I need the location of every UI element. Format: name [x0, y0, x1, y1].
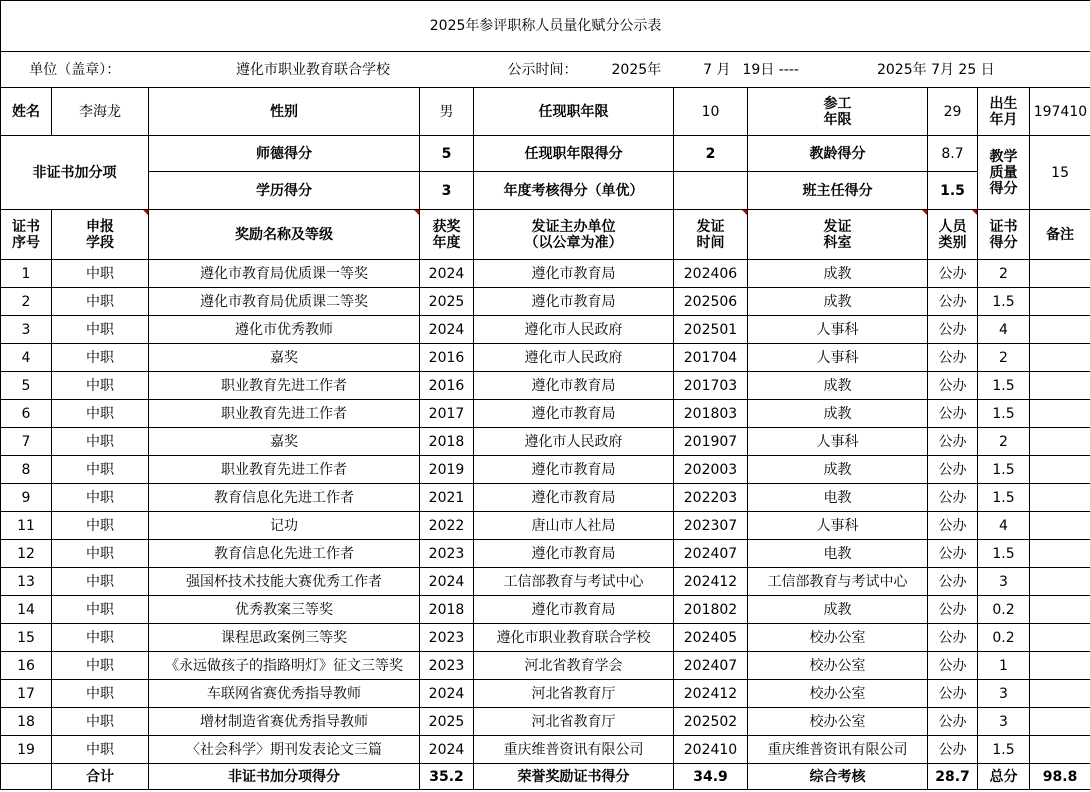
cell-year: 2023	[420, 624, 474, 652]
col-header-stage: 申报 学段	[52, 210, 149, 260]
cell-award: 职业教育先进工作者	[149, 372, 420, 400]
cell-year: 2018	[420, 596, 474, 624]
column-header-row	[1, 210, 1090, 260]
cell-award: 强国杯技术技能大赛优秀工作者	[149, 568, 420, 596]
col-header-issuer: 发证主办单位 （以公章为准）	[474, 210, 674, 260]
cell-dept: 成教	[748, 288, 928, 316]
annual-label: 年度考核得分（单优）	[474, 172, 674, 210]
cell-date: 202412	[674, 680, 748, 708]
cell-no: 18	[1, 708, 52, 736]
table-row	[1, 288, 1090, 316]
cell-no: 11	[1, 512, 52, 540]
cell-issuer: 遵化市教育局	[474, 400, 674, 428]
gender-value: 男	[420, 88, 474, 136]
head-teacher-label: 班主任得分	[748, 172, 928, 210]
table-row	[1, 400, 1090, 428]
cell-date: 202003	[674, 456, 748, 484]
cell-dept: 电教	[748, 484, 928, 512]
cell-type: 公办	[928, 260, 978, 288]
end-date: 2025年 7月 25 日	[876, 61, 995, 78]
table-row	[1, 680, 1090, 708]
seniority-label: 教龄得分	[748, 136, 928, 172]
cell-note	[1030, 708, 1090, 736]
publish-time	[474, 52, 1090, 88]
cell-date: 202501	[674, 316, 748, 344]
cell-type: 公办	[928, 596, 978, 624]
cell-stage: 中职	[52, 652, 149, 680]
cell-dept: 成教	[748, 372, 928, 400]
cell-issuer: 唐山市人社局	[474, 512, 674, 540]
cell-issuer: 遵化市教育局	[474, 288, 674, 316]
cell-no: 3	[1, 316, 52, 344]
cell-date: 201803	[674, 400, 748, 428]
table-row	[1, 736, 1090, 764]
cell-award: 记功	[149, 512, 420, 540]
cell-award: 《永远做孩子的指路明灯》征文三等奖	[149, 652, 420, 680]
cell-note	[1030, 512, 1090, 540]
cell-year: 2025	[420, 288, 474, 316]
cell-score: 2	[978, 260, 1030, 288]
cell-score: 3	[978, 708, 1030, 736]
cell-award: 教育信息化先进工作者	[149, 484, 420, 512]
totals-spacer	[1, 764, 52, 790]
cell-note	[1030, 344, 1090, 372]
non-cert-section-label: 非证书加分项	[1, 136, 149, 210]
table-row	[1, 708, 1090, 736]
cell-stage: 中职	[52, 568, 149, 596]
cell-note	[1030, 456, 1090, 484]
cell-score: 4	[978, 316, 1030, 344]
annual-value	[674, 172, 748, 210]
start-month: 7 月	[703, 61, 731, 78]
cell-note	[1030, 288, 1090, 316]
seniority-value: 8.7	[928, 136, 978, 172]
cell-issuer: 遵化市教育局	[474, 596, 674, 624]
cell-dept: 成教	[748, 400, 928, 428]
col-header-award: 奖励名称及等级	[149, 210, 420, 260]
cell-stage: 中职	[52, 512, 149, 540]
start-day: 19日 ----	[742, 61, 799, 78]
unit-value: 遵化市职业教育联合学校	[149, 52, 474, 88]
cell-issuer: 遵化市职业教育联合学校	[474, 624, 674, 652]
person-row	[1, 88, 1090, 136]
cell-note	[1030, 372, 1090, 400]
cell-score: 4	[978, 512, 1030, 540]
cell-issuer: 遵化市人民政府	[474, 344, 674, 372]
cell-year: 2024	[420, 680, 474, 708]
cell-no: 19	[1, 736, 52, 764]
cell-note	[1030, 736, 1090, 764]
col-header-score: 证书 得分	[978, 210, 1030, 260]
cell-no: 13	[1, 568, 52, 596]
gender-label: 性别	[149, 88, 420, 136]
honor-total-value: 34.9	[674, 764, 748, 790]
cell-dept: 成教	[748, 596, 928, 624]
cell-date: 202502	[674, 708, 748, 736]
cell-note	[1030, 652, 1090, 680]
cell-note	[1030, 680, 1090, 708]
col-header-dept: 发证 科室	[748, 210, 928, 260]
cell-dept: 成教	[748, 456, 928, 484]
table-row	[1, 260, 1090, 288]
table-row	[1, 456, 1090, 484]
cell-dept: 人事科	[748, 316, 928, 344]
cell-year: 2016	[420, 344, 474, 372]
cell-dept: 校办公室	[748, 708, 928, 736]
score-row-1	[1, 136, 1090, 172]
education-value: 3	[420, 172, 474, 210]
cell-year: 2024	[420, 316, 474, 344]
work-years-label: 参工 年限	[748, 88, 928, 136]
ethics-label: 师德得分	[149, 136, 420, 172]
cell-stage: 中职	[52, 624, 149, 652]
cell-stage: 中职	[52, 260, 149, 288]
cell-date: 202203	[674, 484, 748, 512]
cell-no: 8	[1, 456, 52, 484]
cell-issuer: 遵化市教育局	[474, 484, 674, 512]
cell-no: 4	[1, 344, 52, 372]
cell-no: 15	[1, 624, 52, 652]
cell-stage: 中职	[52, 400, 149, 428]
cell-stage: 中职	[52, 428, 149, 456]
cell-type: 公办	[928, 428, 978, 456]
cell-award: 嘉奖	[149, 344, 420, 372]
cell-note	[1030, 316, 1090, 344]
cell-award: 职业教育先进工作者	[149, 400, 420, 428]
cell-no: 7	[1, 428, 52, 456]
cell-no: 17	[1, 680, 52, 708]
cell-type: 公办	[928, 288, 978, 316]
cell-stage: 中职	[52, 484, 149, 512]
cell-dept: 重庆维普资讯有限公司	[748, 736, 928, 764]
cell-date: 201704	[674, 344, 748, 372]
cell-year: 2021	[420, 484, 474, 512]
cell-award: 遵化市教育局优质课一等奖	[149, 260, 420, 288]
col-header-no: 证书 序号	[1, 210, 52, 260]
table-row	[1, 596, 1090, 624]
score-row-2	[1, 172, 1090, 210]
tenure-label: 任现职年限	[474, 88, 674, 136]
non-cert-total-label: 非证书加分项得分	[149, 764, 420, 790]
birth-value: 197410	[1030, 88, 1090, 136]
cell-score: 1.5	[978, 288, 1030, 316]
cell-note	[1030, 428, 1090, 456]
review-total-value: 28.7	[928, 764, 978, 790]
cell-issuer: 遵化市人民政府	[474, 316, 674, 344]
name-label: 姓名	[1, 88, 52, 136]
work-years-value: 29	[928, 88, 978, 136]
cell-type: 公办	[928, 680, 978, 708]
cell-dept: 人事科	[748, 512, 928, 540]
cell-award: 〈社会科学〉期刊发表论文三篇	[149, 736, 420, 764]
cell-year: 2024	[420, 260, 474, 288]
cell-type: 公办	[928, 624, 978, 652]
non-cert-total-value: 35.2	[420, 764, 474, 790]
totals-row	[1, 764, 1090, 790]
cell-stage: 中职	[52, 372, 149, 400]
page-title: 2025年参评职称人员量化赋分公示表	[1, 1, 1090, 52]
cell-issuer: 遵化市教育局	[474, 260, 674, 288]
tenure-value: 10	[674, 88, 748, 136]
table-row	[1, 624, 1090, 652]
cell-type: 公办	[928, 456, 978, 484]
cell-award: 教育信息化先进工作者	[149, 540, 420, 568]
cell-no: 9	[1, 484, 52, 512]
cell-score: 1.5	[978, 540, 1030, 568]
cell-type: 公办	[928, 400, 978, 428]
cell-year: 2019	[420, 456, 474, 484]
cell-issuer: 河北省教育厅	[474, 680, 674, 708]
cell-note	[1030, 596, 1090, 624]
cell-score: 0.2	[978, 596, 1030, 624]
cell-issuer: 遵化市人民政府	[474, 428, 674, 456]
col-header-type: 人员 类别	[928, 210, 978, 260]
cell-score: 1	[978, 652, 1030, 680]
cell-year: 2024	[420, 736, 474, 764]
cell-note	[1030, 260, 1090, 288]
cell-type: 公办	[928, 568, 978, 596]
cell-stage: 中职	[52, 708, 149, 736]
head-teacher-value: 1.5	[928, 172, 978, 210]
cell-stage: 中职	[52, 316, 149, 344]
cell-stage: 中职	[52, 288, 149, 316]
cell-score: 1.5	[978, 372, 1030, 400]
cell-award: 优秀教案三等奖	[149, 596, 420, 624]
cell-type: 公办	[928, 344, 978, 372]
col-header-note: 备注	[1030, 210, 1090, 260]
start-year: 2025年	[611, 61, 662, 78]
cell-date: 202405	[674, 624, 748, 652]
col-header-year: 获奖 年度	[420, 210, 474, 260]
table-row	[1, 316, 1090, 344]
ethics-value: 5	[420, 136, 474, 172]
cell-date: 202406	[674, 260, 748, 288]
quality-value: 15	[1030, 136, 1090, 210]
cell-date: 201907	[674, 428, 748, 456]
cell-no: 14	[1, 596, 52, 624]
cell-date: 202307	[674, 512, 748, 540]
cell-award: 增材制造省赛优秀指导教师	[149, 708, 420, 736]
cell-year: 2017	[420, 400, 474, 428]
name-value: 李海龙	[52, 88, 149, 136]
cell-issuer: 工信部教育与考试中心	[474, 568, 674, 596]
honor-total-label: 荣誉奖励证书得分	[474, 764, 674, 790]
table-row	[1, 568, 1090, 596]
cell-score: 2	[978, 428, 1030, 456]
cell-year: 2025	[420, 708, 474, 736]
cell-dept: 校办公室	[748, 680, 928, 708]
totals-label: 合计	[52, 764, 149, 790]
col-header-date: 发证 时间	[674, 210, 748, 260]
table-row	[1, 484, 1090, 512]
cell-dept: 校办公室	[748, 652, 928, 680]
cell-type: 公办	[928, 540, 978, 568]
cell-no: 1	[1, 260, 52, 288]
tenure-score-value: 2	[674, 136, 748, 172]
cell-no: 16	[1, 652, 52, 680]
cell-date: 201703	[674, 372, 748, 400]
cell-year: 2022	[420, 512, 474, 540]
cell-date: 202407	[674, 540, 748, 568]
cell-no: 5	[1, 372, 52, 400]
table-row	[1, 344, 1090, 372]
table-row	[1, 540, 1090, 568]
cell-date: 202410	[674, 736, 748, 764]
cell-date: 202506	[674, 288, 748, 316]
cell-award: 车联网省赛优秀指导教师	[149, 680, 420, 708]
cell-stage: 中职	[52, 540, 149, 568]
cell-award: 遵化市教育局优质课二等奖	[149, 288, 420, 316]
cell-date: 202412	[674, 568, 748, 596]
cell-type: 公办	[928, 512, 978, 540]
cell-score: 1.5	[978, 736, 1030, 764]
cell-note	[1030, 484, 1090, 512]
education-label: 学历得分	[149, 172, 420, 210]
cell-type: 公办	[928, 652, 978, 680]
cell-dept: 电教	[748, 540, 928, 568]
info-row	[1, 52, 1090, 88]
cell-no: 12	[1, 540, 52, 568]
table-row	[1, 372, 1090, 400]
cell-dept: 校办公室	[748, 624, 928, 652]
table-row	[1, 512, 1090, 540]
cell-year: 2016	[420, 372, 474, 400]
cell-score: 1.5	[978, 400, 1030, 428]
cell-issuer: 河北省教育厅	[474, 708, 674, 736]
cell-award: 嘉奖	[149, 428, 420, 456]
cell-stage: 中职	[52, 596, 149, 624]
quality-label: 教学 质量 得分	[978, 136, 1030, 210]
cell-stage: 中职	[52, 736, 149, 764]
review-total-label: 综合考核	[748, 764, 928, 790]
cell-type: 公办	[928, 736, 978, 764]
cell-stage: 中职	[52, 456, 149, 484]
cell-issuer: 遵化市教育局	[474, 372, 674, 400]
cell-issuer: 重庆维普资讯有限公司	[474, 736, 674, 764]
cell-score: 3	[978, 680, 1030, 708]
cell-type: 公办	[928, 316, 978, 344]
unit-label: 单位（盖章）：	[1, 52, 149, 88]
cell-dept: 人事科	[748, 344, 928, 372]
cell-dept: 成教	[748, 260, 928, 288]
cell-issuer: 遵化市教育局	[474, 456, 674, 484]
cell-score: 3	[978, 568, 1030, 596]
cell-award: 职业教育先进工作者	[149, 456, 420, 484]
cell-year: 2023	[420, 540, 474, 568]
cell-type: 公办	[928, 372, 978, 400]
cell-score: 1.5	[978, 456, 1030, 484]
cell-score: 1.5	[978, 484, 1030, 512]
cell-date: 201802	[674, 596, 748, 624]
grand-total-value: 98.8	[1030, 764, 1090, 790]
cell-award: 课程思政案例三等奖	[149, 624, 420, 652]
cell-no: 2	[1, 288, 52, 316]
award-rows	[1, 260, 1090, 764]
cell-award: 遵化市优秀教师	[149, 316, 420, 344]
table-row	[1, 428, 1090, 456]
cell-note	[1030, 540, 1090, 568]
cell-dept: 工信部教育与考试中心	[748, 568, 928, 596]
cell-issuer: 遵化市教育局	[474, 540, 674, 568]
cell-year: 2024	[420, 568, 474, 596]
cell-type: 公办	[928, 484, 978, 512]
cell-year: 2023	[420, 652, 474, 680]
cell-year: 2018	[420, 428, 474, 456]
cell-note	[1030, 400, 1090, 428]
cell-no: 6	[1, 400, 52, 428]
time-label: 公示时间：	[507, 61, 578, 78]
cell-score: 0.2	[978, 624, 1030, 652]
birth-label: 出生 年月	[978, 88, 1030, 136]
grand-total-label: 总分	[978, 764, 1030, 790]
tenure-score-label: 任现职年限得分	[474, 136, 674, 172]
cell-date: 202407	[674, 652, 748, 680]
cell-stage: 中职	[52, 680, 149, 708]
cell-stage: 中职	[52, 344, 149, 372]
cell-issuer: 河北省教育学会	[474, 652, 674, 680]
cell-type: 公办	[928, 708, 978, 736]
table-row	[1, 652, 1090, 680]
cell-dept: 人事科	[748, 428, 928, 456]
cell-note	[1030, 624, 1090, 652]
cell-score: 2	[978, 344, 1030, 372]
cell-note	[1030, 568, 1090, 596]
